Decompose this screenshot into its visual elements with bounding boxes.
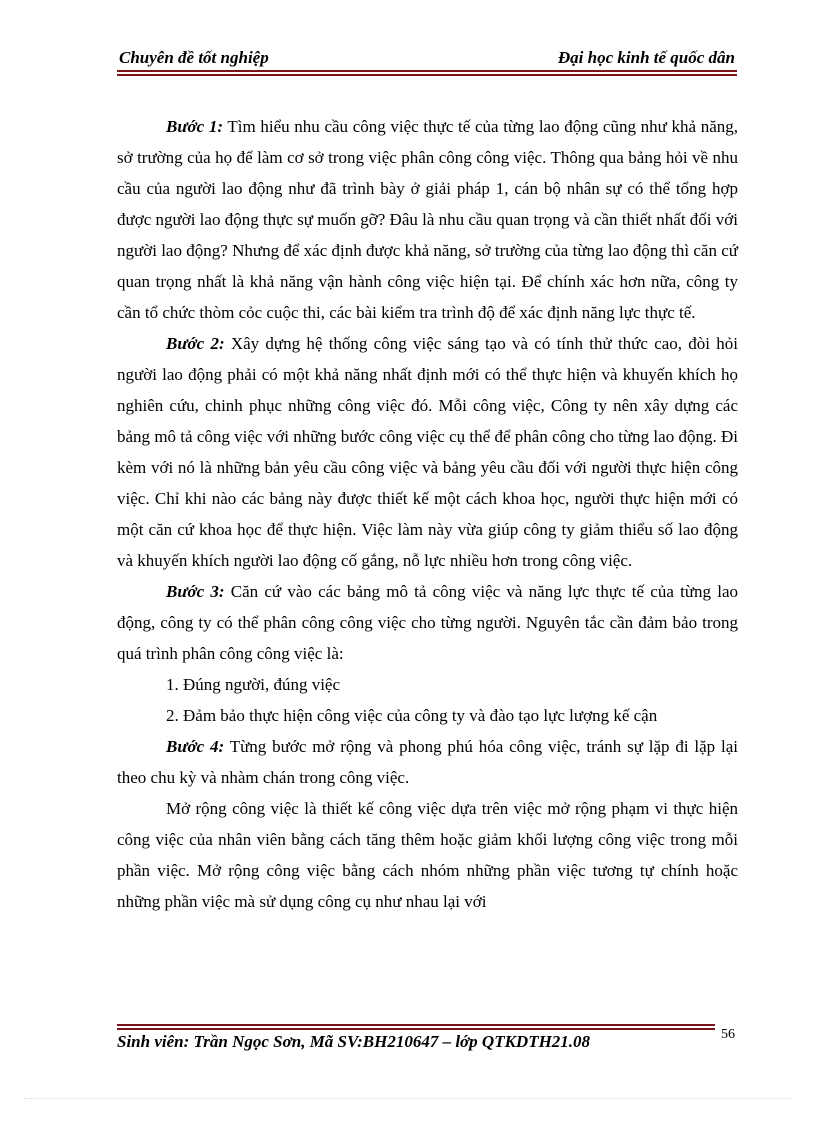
footer-rule [117,1024,715,1026]
paragraph-step-1 [117,111,738,328]
paragraph-text: Tìm hiểu nhu cầu công việc thực tế của từng lao động cũng như khả năng, sở trường của họ để làm cơ sở trong việc phân công công việc. Thông qua bảng hỏi về nhu cầu của người lao động như đã trình bày ở giải pháp 1, cán bộ nhân sự có thể tổng hợp được người lao động thực sự muốn gỡ? Đâu là nhu cầu quan trọng và cần thiết nhất đối với người lao động? Nhưng để xác định được khả năng, sở trường của từng lao động thì căn cứ quan trọng nhất là khả năng vận hành công việc hiện tại. Để chính xác hơn nữa, công ty cần tổ chức thòm cỏc cuộc thi, các bài kiểm tra trình độ để xác định năng lực thực tế. [117,117,738,322]
footer-student-info: Sinh viên: Trần Ngọc Sơn, Mã SV:BH210647 – lớp QTKDTH21.08 [117,1032,591,1051]
step-label: Bước 1: [166,117,224,136]
step-label: Bước 2: [166,334,225,353]
page-bottom-border [24,1098,792,1099]
footer-rule [117,1028,715,1030]
paragraph-step-2 [117,328,738,576]
header-left-title: Chuyên đề tốt nghiệp [119,48,269,67]
step-label: Bước 3: [166,582,225,601]
step-label: Bước 4: [166,737,225,756]
paragraph-step-4 [117,731,738,793]
header-rule [117,70,737,72]
header-rule [117,74,737,76]
paragraph-job-enlargement: Mở rộng công việc là thiết kế công việc dựa trên việc mở rộng phạm vi thực hiện công việc của nhân viên bằng cách tăng thêm hoặc giảm khối lượng công việc trong mỗi phần việc. Mở rộng công việc bằng cách nhóm những phần việc tương tự chính hoặc những phần việc mà sử dụng công cụ như nhau lại với [117,799,738,911]
paragraph-text: Căn cứ vào các bảng mô tả công việc và năng lực thực tế của từng lao động, công ty có thể phân công công việc cho từng người. Nguyên tắc cần đảm bảo trong quá trình phân công công việc là: [117,582,739,663]
header-right-title: Đại học kinh tế quốc dân [557,48,735,67]
document-body [117,111,738,917]
paragraph-text: Từng bước mở rộng và phong phú hóa công việc, tránh sự lặp đi lặp lại theo chu kỳ và nhàm chán trong công việc. [117,737,738,787]
page-number: 56 [721,1027,735,1042]
paragraph-step-3 [117,576,738,669]
page-header [117,44,737,74]
list-item: 1. Đúng người, đúng việc [166,675,341,694]
list-item: 2. Đảm bảo thực hiện công việc của công ty và đào tạo lực lượng kế cận [166,706,658,725]
paragraph-text: Xây dựng hệ thống công việc sáng tạo và có tính thử thức cao, đòi hỏi người lao động phải có một khả năng nhất định mới có thể thực hiện và khuyến khích họ nghiên cứu, chinh phục những công việc đó. Mỗi công việc, Công ty nên xây dựng các bảng mô tả công việc với những bước công việc cụ thể để phân công cho từng lao động. Đi kèm với nó là những bản yêu cầu công việc và bảng yêu cầu đối với người thực hiện công việc. Chỉ khi nào các bảng này được thiết kế một cách khoa học, người thực hiện mới có một căn cứ khoa học để thực hiện. Việc làm này vừa giúp công ty giảm thiểu số lao động và khuyến khích người lao động cố gắng, nỗ lực nhiều hơn trong công việc. [117,334,738,570]
